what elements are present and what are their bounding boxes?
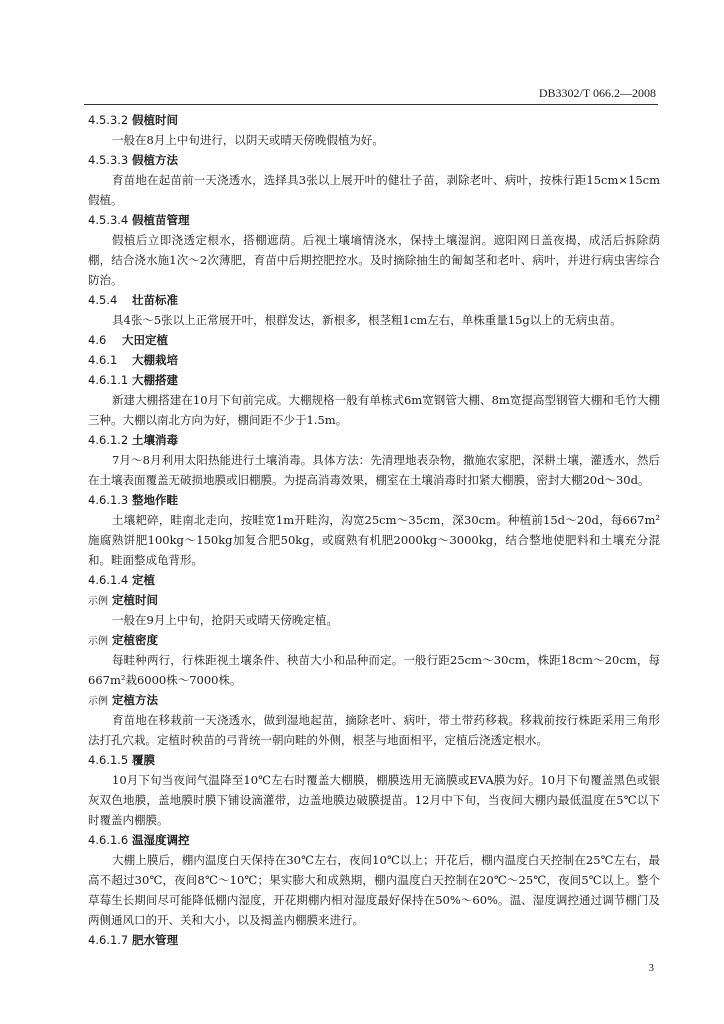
example-heading [88,630,660,650]
section-heading [88,370,660,390]
example-label: 示例 [88,696,108,707]
section-heading [88,290,660,310]
section-heading [88,570,660,590]
section-title: 大棚搭建 [132,373,178,387]
section-title: 大棚栽培 [132,353,178,367]
section-heading [88,830,660,850]
section-title: 假植时间 [132,113,178,127]
section-heading [88,150,660,170]
section-number: 4.6.1.6 [88,833,129,847]
section-number: 4.6.1.3 [88,493,129,507]
body-paragraph: 大棚上膜后，棚内温度白天保持在30℃左右，夜间10℃以上；开花后，棚内温度白天控制在25℃左右，最高不超过30℃，夜间8℃～10℃；果实膨大和成熟期，棚内温度白天控制在20℃～25℃，夜间5℃以上。整个草莓生长期间尽可能降低棚内湿度，开花期棚内相对湿度最好保持在50%～60%。温、湿度调控通过调节棚门及两侧通风口的开、关和大小，以及揭盖内棚膜来进行。 [88,853,660,927]
section-title: 假植方法 [132,153,178,167]
page-number: 3 [648,962,654,974]
section-number: 4.6.1.5 [88,753,129,767]
body-paragraph: 新建大棚搭建在10月下旬前完成。大棚规格一般有单栋式6m宽钢管大棚、8m宽提高型钢管大棚和毛竹大棚三种。大棚以南北方向为好，棚间距不少于1.5m。 [88,393,660,427]
body-paragraph: 土壤耙碎，畦南北走向，按畦宽1m开畦沟，沟宽25cm～35cm，深30cm。种植前15d～20d，每667m²施腐熟饼肥100kg～150kg加复合肥50kg，或腐熟有机肥2000kg～3000kg，结合整地使肥料和土壤充分混和。畦面整成龟背形。 [88,513,660,567]
section-number: 4.6.1.4 [88,573,129,587]
section-heading [88,930,660,950]
section-title: 大田定植 [122,333,168,347]
section-title: 整地作畦 [132,493,178,507]
body-paragraph: 一般在8月上中旬进行，以阴天或晴天傍晚假植为好。 [112,133,384,147]
section-heading [88,350,660,370]
section-number: 4.5.3.3 [88,153,129,167]
header-divider [84,104,658,105]
body-paragraph: 7月～8月利用太阳热能进行土壤消毒。具体方法：先清理地表杂物，撒施农家肥，深耕土壤，灌透水，然后在土壤表面覆盖无破损地膜或旧棚膜。为提高消毒效果，棚室在土壤消毒时扣紧大棚膜，密封大棚20d～30d。 [88,453,660,487]
example-heading [88,590,660,610]
section-number: 4.5.3.4 [88,213,129,227]
example-title: 定植方法 [112,693,158,707]
body-paragraph: 育苗地在移栽前一天浇透水，做到湿地起苗，摘除老叶、病叶，带土带药移栽。移栽前按行株距采用三角形法打孔穴栽。定植时秧苗的弓背统一朝向畦的外侧，根茎与地面相平，定植后浇透定根水。 [88,713,660,747]
body-paragraph: 具4张～5张以上正常展开叶，根群发达，新根多，根茎粗1cm左右，单株重量15g以上的无病虫苗。 [112,313,622,327]
section-number: 4.6 [88,333,107,347]
example-label: 示例 [88,636,108,647]
body-paragraph: 一般在9月上中旬，抢阴天或晴天傍晚定植。 [112,613,338,627]
section-heading [88,430,660,450]
section-title: 壮苗标准 [132,293,178,307]
example-label: 示例 [88,596,108,607]
section-heading [88,330,660,350]
section-heading [88,110,660,130]
example-heading [88,690,660,710]
example-title: 定植密度 [112,633,158,647]
section-number: 4.6.1.2 [88,433,129,447]
section-title: 假植苗管理 [132,213,190,227]
section-number: 4.6.1.7 [88,933,129,947]
document-code: DB3302/T 066.2—2008 [538,86,656,100]
body-paragraph: 育苗地在起苗前一天浇透水，选择具3张以上展开叶的健壮子苗，剥除老叶、病叶，按株行距15cm×15cm假植。 [88,173,660,207]
section-heading [88,490,660,510]
section-title: 肥水管理 [132,933,178,947]
section-heading [88,210,660,230]
body-paragraph: 假植后立即浇透定根水，搭棚遮荫。后视土壤墒情浇水，保持土壤湿润。遮阳网日盖夜揭，成活后拆除荫棚，结合浇水施1次～2次薄肥，育苗中后期控肥控水。及时摘除抽生的匍匐茎和老叶、病叶，并进行病虫害综合防治。 [88,233,660,287]
section-title: 覆膜 [132,753,155,767]
example-title: 定植时间 [112,593,158,607]
body-paragraph: 每畦种两行，行株距视土壤条件、秧苗大小和品种而定。一般行距25cm～30cm，株距18cm～20cm，每667m²栽6000株～7000株。 [88,653,660,687]
section-title: 定植 [132,573,155,587]
section-title: 温湿度调控 [132,833,190,847]
section-number: 4.5.3.2 [88,113,129,127]
section-number: 4.5.4 [88,293,118,307]
section-title: 土壤消毒 [132,433,178,447]
section-number: 4.6.1 [88,353,118,367]
document-body [88,110,660,950]
section-number: 4.6.1.1 [88,373,129,387]
section-heading [88,750,660,770]
body-paragraph: 10月下旬当夜间气温降至10℃左右时覆盖大棚膜，棚膜选用无滴膜或EVA膜为好。10月下旬覆盖黑色或银灰双色地膜，盖地膜时膜下铺设滴灌带，边盖地膜边破膜提苗。12月中下旬，当夜间大棚内最低温度在5℃以下时覆盖内棚膜。 [88,773,660,827]
